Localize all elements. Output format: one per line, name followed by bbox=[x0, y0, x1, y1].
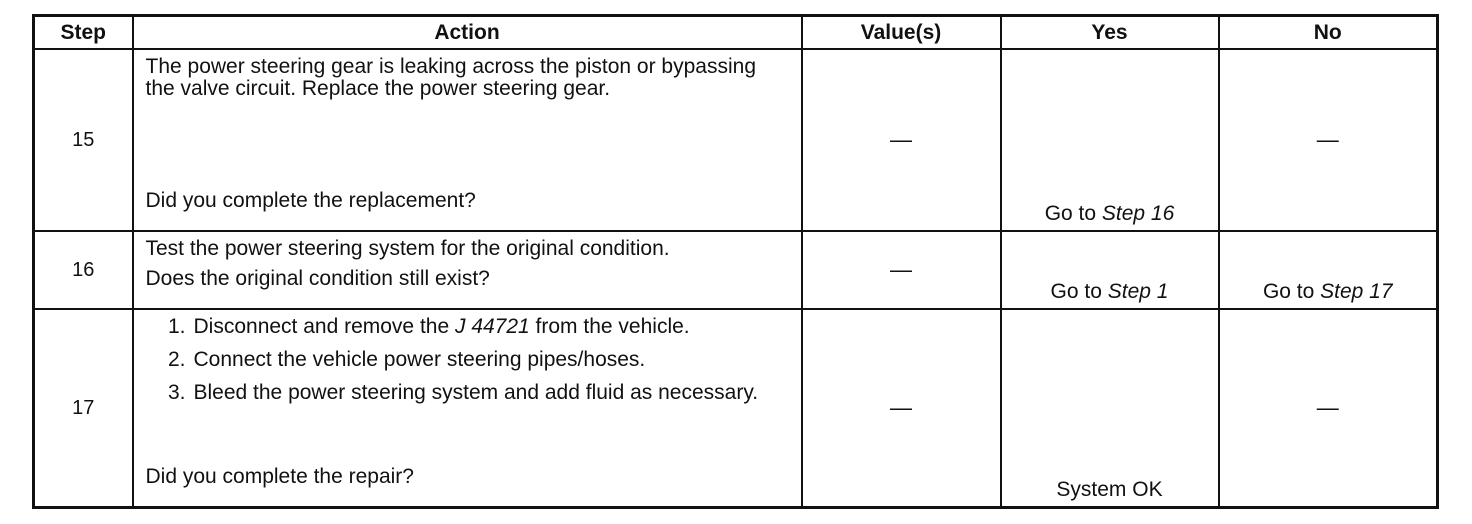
no-cell bbox=[1219, 309, 1438, 508]
table-header-row bbox=[34, 16, 1438, 50]
value-text: — bbox=[890, 257, 912, 282]
header-no: No bbox=[1219, 16, 1438, 50]
diagnostic-table bbox=[32, 14, 1439, 509]
action-list bbox=[146, 316, 791, 415]
no-text: — bbox=[1316, 395, 1339, 420]
action-cell bbox=[133, 49, 802, 231]
value-cell bbox=[802, 231, 1001, 309]
step-number: 15 bbox=[34, 49, 133, 231]
list-item-number: 2. bbox=[167, 348, 186, 371]
yes-prefix: Go to bbox=[1044, 202, 1102, 225]
table-row bbox=[34, 49, 1438, 231]
yes-step-link[interactable]: Step 16 bbox=[1101, 202, 1175, 225]
list-item-number: 1. bbox=[167, 315, 186, 338]
list-item-text-pre: Disconnect and remove the bbox=[193, 315, 455, 338]
action-cell bbox=[133, 309, 802, 508]
yes-cell bbox=[1001, 231, 1219, 309]
no-cell bbox=[1219, 231, 1438, 309]
header-values: Value(s) bbox=[802, 16, 1001, 50]
list-item bbox=[146, 316, 791, 338]
list-item-text-post: from the vehicle. bbox=[529, 315, 690, 338]
value-cell bbox=[802, 49, 1001, 231]
value-text: — bbox=[890, 395, 912, 420]
list-item-text bbox=[194, 316, 791, 338]
list-item bbox=[146, 349, 791, 371]
header-step: Step bbox=[34, 16, 133, 50]
action-question: Does the original condition still exist? bbox=[145, 267, 490, 290]
yes-step-link[interactable]: Step 1 bbox=[1107, 280, 1169, 303]
header-yes: Yes bbox=[1001, 16, 1219, 50]
no-step-link[interactable]: Step 17 bbox=[1320, 280, 1393, 303]
no-cell bbox=[1219, 49, 1438, 231]
header-action: Action bbox=[133, 16, 802, 50]
value-text: — bbox=[890, 127, 912, 152]
no-text: — bbox=[1316, 127, 1339, 152]
table-row bbox=[34, 231, 1438, 309]
list-item-text: Connect the vehicle power steering pipes/hoses. bbox=[193, 348, 646, 371]
yes-text: System OK bbox=[1056, 478, 1163, 501]
step-number: 16 bbox=[34, 231, 133, 309]
list-item bbox=[146, 382, 791, 404]
action-text: Test the power steering system for the original condition. bbox=[145, 237, 670, 260]
list-item-number: 3. bbox=[167, 381, 186, 404]
action-text: The power steering gear is leaking across the piston or bypassing the valve circuit. Replace the power steering gear. bbox=[145, 55, 756, 100]
yes-prefix: Go to bbox=[1050, 280, 1108, 303]
list-item-text: Bleed the power steering system and add fluid as necessary. bbox=[193, 381, 759, 404]
yes-cell bbox=[1001, 309, 1219, 508]
action-question: Did you complete the replacement? bbox=[145, 189, 476, 212]
step-number: 17 bbox=[34, 309, 133, 508]
tool-ref: J 44721 bbox=[454, 315, 530, 338]
no-prefix: Go to bbox=[1262, 280, 1321, 303]
table-row bbox=[34, 309, 1438, 508]
yes-cell bbox=[1001, 49, 1219, 231]
value-cell bbox=[802, 309, 1001, 508]
action-question: Did you complete the repair? bbox=[145, 465, 414, 488]
action-cell bbox=[133, 231, 802, 309]
